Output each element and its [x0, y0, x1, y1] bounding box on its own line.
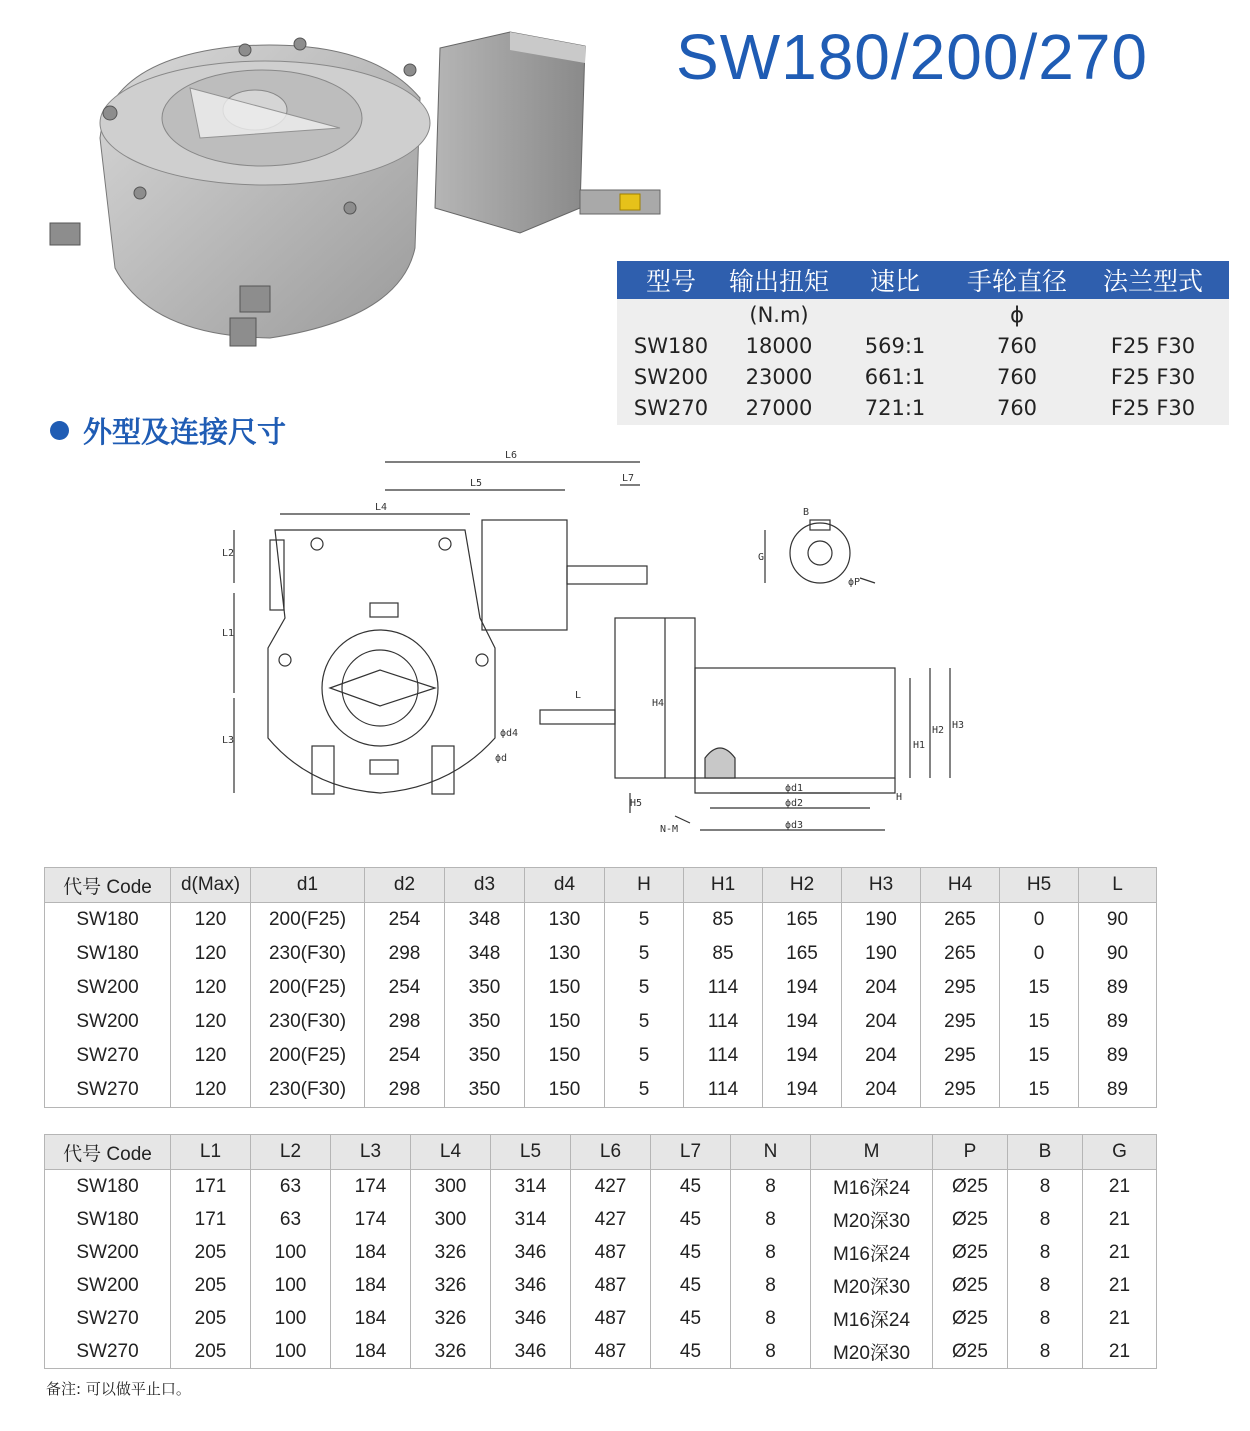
table-cell: 346	[491, 1236, 571, 1269]
table-cell: SW200	[45, 971, 171, 1005]
table-cell: 326	[411, 1302, 491, 1335]
spec-unit: (N.m)	[749, 302, 809, 327]
table-cell: 190	[842, 903, 921, 938]
table-cell: 5	[605, 1073, 684, 1108]
table-cell: SW270	[45, 1039, 171, 1073]
table-cell: 190	[842, 937, 921, 971]
table-cell: Ø25	[933, 1335, 1008, 1369]
spec-header-model: 型号	[645, 267, 696, 296]
table-cell: 174	[331, 1203, 411, 1236]
spec-cell: 23000	[745, 364, 813, 389]
table-cell: 45	[651, 1302, 731, 1335]
bullet-icon	[50, 421, 69, 440]
table-cell: 100	[251, 1335, 331, 1369]
dim-label-h3: H3	[952, 720, 965, 731]
table-cell: SW200	[45, 1236, 171, 1269]
table-cell: M16深24	[811, 1170, 933, 1204]
dim-label-b: B	[803, 507, 810, 518]
table-cell: 120	[171, 971, 251, 1005]
dim-label-d: ϕd	[495, 753, 508, 764]
table-cell: 314	[491, 1170, 571, 1204]
spec-cell: 721:1	[864, 395, 926, 420]
table-cell: 8	[1008, 1335, 1083, 1369]
spec-cell: 661:1	[864, 364, 926, 389]
col-header: M	[811, 1135, 933, 1170]
table-cell: 298	[365, 1005, 445, 1039]
table-cell: 205	[171, 1335, 251, 1369]
table-cell: Ø25	[933, 1203, 1008, 1236]
table-cell: M20深30	[811, 1269, 933, 1302]
table-cell: 21	[1083, 1203, 1157, 1236]
table-cell: 8	[1008, 1269, 1083, 1302]
col-header: L7	[651, 1135, 731, 1170]
table-cell: 114	[684, 1073, 763, 1108]
col-header: d2	[365, 868, 445, 903]
table-cell: 8	[731, 1302, 811, 1335]
table-cell: 0	[1000, 903, 1079, 938]
table-cell: 346	[491, 1302, 571, 1335]
table-cell: 350	[445, 1039, 525, 1073]
dim-label-l4: L4	[375, 502, 388, 513]
col-header: P	[933, 1135, 1008, 1170]
table-cell: 130	[525, 903, 605, 938]
table-cell: 85	[684, 937, 763, 971]
table-cell: 15	[1000, 1005, 1079, 1039]
spec-header-flange: 法兰型式	[1102, 267, 1203, 296]
dim-label-nm: N-M	[660, 824, 679, 835]
table-cell: 487	[571, 1269, 651, 1302]
col-header: H3	[842, 868, 921, 903]
table-body	[45, 1170, 1157, 1369]
table-cell: M16深24	[811, 1302, 933, 1335]
dim-label-h1: H1	[913, 740, 926, 751]
table-cell: Ø25	[933, 1170, 1008, 1204]
table-cell: 114	[684, 1039, 763, 1073]
dim-label-h5: H5	[630, 798, 643, 809]
table-cell: 427	[571, 1203, 651, 1236]
table-cell: 200(F25)	[251, 1039, 365, 1073]
col-header: 代号 Code	[45, 868, 171, 903]
footnote: 备注: 可以做平止口。	[46, 1380, 191, 1398]
table-cell: 295	[921, 971, 1000, 1005]
table-cell: 150	[525, 1039, 605, 1073]
table-row	[45, 971, 1157, 1005]
table-cell: 171	[171, 1203, 251, 1236]
table-cell: 184	[331, 1269, 411, 1302]
dim-label-l1: L1	[222, 628, 235, 639]
table-row	[45, 1039, 1157, 1073]
table-cell: 295	[921, 1005, 1000, 1039]
table-cell: 326	[411, 1335, 491, 1369]
table-cell: 8	[1008, 1170, 1083, 1204]
table-cell: 230(F30)	[251, 1005, 365, 1039]
table-cell: SW270	[45, 1073, 171, 1108]
table-row	[45, 1005, 1157, 1039]
table-cell: 8	[1008, 1302, 1083, 1335]
dim-label-l2: L2	[222, 548, 235, 559]
table-cell: 200(F25)	[251, 903, 365, 938]
table-cell: M16深24	[811, 1236, 933, 1269]
table-cell: 150	[525, 971, 605, 1005]
table-cell: 85	[684, 903, 763, 938]
table-cell: 194	[763, 1005, 842, 1039]
col-header: L6	[571, 1135, 651, 1170]
table-cell: 204	[842, 1039, 921, 1073]
col-header: B	[1008, 1135, 1083, 1170]
table-cell: SW200	[45, 1269, 171, 1302]
table-cell: SW180	[45, 1170, 171, 1204]
table-cell: 5	[605, 903, 684, 938]
table-cell: 171	[171, 1170, 251, 1204]
dim-label-h: H	[896, 792, 903, 803]
table-row	[45, 1203, 1157, 1236]
table-cell: 295	[921, 1039, 1000, 1073]
table-cell: 487	[571, 1335, 651, 1369]
table-row	[45, 1269, 1157, 1302]
table-cell: 15	[1000, 1073, 1079, 1108]
table-cell: 21	[1083, 1170, 1157, 1204]
table-cell: 346	[491, 1269, 571, 1302]
col-header: d(Max)	[171, 868, 251, 903]
col-header: d3	[445, 868, 525, 903]
dim-label-d2: ϕd2	[785, 798, 804, 809]
table-cell: 90	[1079, 903, 1157, 938]
spec-units-row	[617, 299, 1229, 330]
table-cell: 89	[1079, 1073, 1157, 1108]
table-cell: 0	[1000, 937, 1079, 971]
table-cell: 5	[605, 937, 684, 971]
table-cell: 21	[1083, 1302, 1157, 1335]
table-cell: 194	[763, 1073, 842, 1108]
table-cell: 63	[251, 1170, 331, 1204]
dim-label-p: ϕP	[848, 577, 861, 588]
table-cell: 45	[651, 1236, 731, 1269]
table-cell: 90	[1079, 937, 1157, 971]
table-cell: 150	[525, 1073, 605, 1108]
page-title: SW180/200/270	[676, 21, 1148, 93]
table-cell: SW270	[45, 1302, 171, 1335]
spec-row	[617, 330, 1229, 361]
dimension-table-2	[44, 1134, 1157, 1369]
table-cell: 298	[365, 937, 445, 971]
dim-label-l: L	[575, 690, 582, 701]
table-cell: 45	[651, 1269, 731, 1302]
table-cell: 120	[171, 1005, 251, 1039]
table-cell: 254	[365, 971, 445, 1005]
table-cell: 205	[171, 1302, 251, 1335]
col-header: L2	[251, 1135, 331, 1170]
spec-cell: SW200	[633, 364, 709, 389]
col-header: L	[1079, 868, 1157, 903]
table-cell: 89	[1079, 971, 1157, 1005]
table-cell: 348	[445, 903, 525, 938]
table-cell: 100	[251, 1269, 331, 1302]
spec-cell: F25 F30	[1110, 333, 1196, 358]
table-cell: 265	[921, 937, 1000, 971]
spec-cell: SW270	[633, 395, 709, 420]
table-cell: 45	[651, 1203, 731, 1236]
table-cell: 21	[1083, 1236, 1157, 1269]
table-cell: 21	[1083, 1269, 1157, 1302]
table-cell: 89	[1079, 1039, 1157, 1073]
table-cell: 21	[1083, 1335, 1157, 1369]
table-cell: 230(F30)	[251, 1073, 365, 1108]
dim-label-l5: L5	[470, 478, 483, 489]
spec-header-ratio: 速比	[869, 267, 920, 296]
dim-label-l3: L3	[222, 735, 235, 746]
table-cell: 346	[491, 1335, 571, 1369]
table-row	[45, 1335, 1157, 1369]
table-cell: Ø25	[933, 1236, 1008, 1269]
spec-cell: 18000	[745, 333, 813, 358]
col-header: 代号 Code	[45, 1135, 171, 1170]
table-cell: 8	[731, 1236, 811, 1269]
col-header: H4	[921, 868, 1000, 903]
table-cell: 348	[445, 937, 525, 971]
technical-drawing	[220, 448, 980, 848]
table-row	[45, 903, 1157, 938]
col-header: L3	[331, 1135, 411, 1170]
table-cell: 114	[684, 971, 763, 1005]
spec-header-torque: 输出扭矩	[728, 267, 829, 296]
table-cell: 350	[445, 1073, 525, 1108]
table-cell: 326	[411, 1236, 491, 1269]
table-cell: 184	[331, 1236, 411, 1269]
spec-row	[617, 392, 1229, 423]
table-cell: 194	[763, 1039, 842, 1073]
section-heading	[50, 410, 286, 451]
col-header: N	[731, 1135, 811, 1170]
table-cell: 15	[1000, 1039, 1079, 1073]
table-header-row	[45, 1135, 1157, 1170]
dim-label-h4: H4	[652, 698, 665, 709]
table-cell: 230(F30)	[251, 937, 365, 971]
table-cell: 120	[171, 937, 251, 971]
table-cell: 130	[525, 937, 605, 971]
spec-table-header	[617, 261, 1229, 299]
table-cell: 205	[171, 1269, 251, 1302]
table-cell: 8	[731, 1269, 811, 1302]
table-cell: 120	[171, 1073, 251, 1108]
table-cell: SW200	[45, 1005, 171, 1039]
table-cell: 89	[1079, 1005, 1157, 1039]
col-header: H5	[1000, 868, 1079, 903]
table-row	[45, 937, 1157, 971]
table-cell: 63	[251, 1203, 331, 1236]
table-cell: M20深30	[811, 1203, 933, 1236]
table-cell: 8	[1008, 1236, 1083, 1269]
table-cell: Ø25	[933, 1269, 1008, 1302]
table-cell: SW180	[45, 1203, 171, 1236]
table-cell: 298	[365, 1073, 445, 1108]
table-cell: 150	[525, 1005, 605, 1039]
spec-cell: 760	[996, 364, 1038, 389]
table-cell: 204	[842, 1005, 921, 1039]
spec-table	[617, 261, 1229, 425]
table-cell: SW180	[45, 937, 171, 971]
table-cell: 165	[763, 903, 842, 938]
table-cell: Ø25	[933, 1302, 1008, 1335]
table-cell: 5	[605, 971, 684, 1005]
table-cell: 300	[411, 1170, 491, 1204]
spec-cell: 760	[996, 395, 1038, 420]
table-cell: 265	[921, 903, 1000, 938]
dim-label-d3: ϕd3	[785, 820, 804, 831]
table-cell: 120	[171, 903, 251, 938]
table-cell: 100	[251, 1236, 331, 1269]
col-header: G	[1083, 1135, 1157, 1170]
spec-cell: F25 F30	[1110, 395, 1196, 420]
spec-cell: SW180	[633, 333, 709, 358]
table-cell: 184	[331, 1302, 411, 1335]
table-cell: 194	[763, 971, 842, 1005]
table-cell: 8	[1008, 1203, 1083, 1236]
col-header: H2	[763, 868, 842, 903]
table-cell: 200(F25)	[251, 971, 365, 1005]
table-cell: M20深30	[811, 1335, 933, 1369]
table-cell: 350	[445, 1005, 525, 1039]
table-cell: 45	[651, 1335, 731, 1369]
table-cell: 326	[411, 1269, 491, 1302]
spec-cell: 569:1	[864, 333, 926, 358]
col-header: d1	[251, 868, 365, 903]
table-cell: 5	[605, 1005, 684, 1039]
dim-label-h2: H2	[932, 725, 945, 736]
table-cell: 295	[921, 1073, 1000, 1108]
table-cell: 45	[651, 1170, 731, 1204]
table-row	[45, 1236, 1157, 1269]
table-cell: 184	[331, 1335, 411, 1369]
table-cell: SW270	[45, 1335, 171, 1369]
table-cell: 300	[411, 1203, 491, 1236]
table-cell: 174	[331, 1170, 411, 1204]
dim-label-g: G	[758, 552, 765, 563]
table-cell: 427	[571, 1170, 651, 1204]
spec-header-handwheel: 手轮直径	[966, 267, 1067, 296]
col-header: H	[605, 868, 684, 903]
table-cell: 254	[365, 1039, 445, 1073]
table-cell: 487	[571, 1302, 651, 1335]
table-cell: 8	[731, 1335, 811, 1369]
table-header-row	[45, 868, 1157, 903]
section-title: 外型及连接尺寸	[83, 415, 287, 449]
spec-cell: 27000	[745, 395, 813, 420]
col-header: d4	[525, 868, 605, 903]
table-cell: SW180	[45, 903, 171, 938]
spec-unit: ϕ	[1010, 302, 1024, 327]
table-cell: 350	[445, 971, 525, 1005]
table-cell: 15	[1000, 971, 1079, 1005]
dim-label-l7: L7	[622, 473, 635, 484]
dim-label-l6: L6	[505, 450, 518, 461]
table-cell: 254	[365, 903, 445, 938]
spec-cell: F25 F30	[1110, 364, 1196, 389]
dim-label-d1: ϕd1	[785, 783, 804, 794]
dim-label-d4: ϕd4	[500, 728, 519, 739]
dimension-table-1	[44, 867, 1157, 1108]
table-cell: 205	[171, 1236, 251, 1269]
table-body	[45, 903, 1157, 1108]
table-cell: 314	[491, 1203, 571, 1236]
table-cell: 165	[763, 937, 842, 971]
table-cell: 8	[731, 1170, 811, 1204]
spec-row	[617, 361, 1229, 392]
spec-cell: 760	[996, 333, 1038, 358]
table-cell: 5	[605, 1039, 684, 1073]
table-row	[45, 1170, 1157, 1204]
table-row	[45, 1302, 1157, 1335]
table-cell: 114	[684, 1005, 763, 1039]
table-cell: 204	[842, 971, 921, 1005]
col-header: L1	[171, 1135, 251, 1170]
table-cell: 120	[171, 1039, 251, 1073]
col-header: H1	[684, 868, 763, 903]
table-cell: 204	[842, 1073, 921, 1108]
col-header: L5	[491, 1135, 571, 1170]
table-row	[45, 1073, 1157, 1108]
table-cell: 100	[251, 1302, 331, 1335]
col-header: L4	[411, 1135, 491, 1170]
table-cell: 487	[571, 1236, 651, 1269]
table-cell: 8	[731, 1203, 811, 1236]
gearbox-photo	[40, 18, 680, 363]
